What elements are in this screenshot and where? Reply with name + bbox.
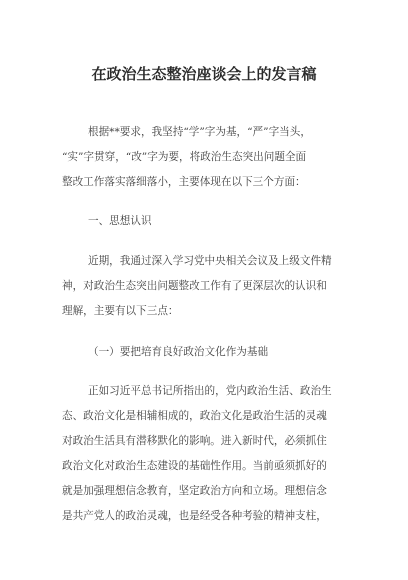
- paragraph-line: 正如习近平总书记所指出的，党内政治生活、政治生: [88, 385, 332, 397]
- subsection-heading: （一）要把培育良好政治文化作为基础: [88, 346, 269, 358]
- paragraph-line: 理解，主要有以下三点：: [62, 305, 179, 317]
- paragraph-line: 就是加强理想信念教育，坚定政治方向和立场。理想信念: [62, 485, 327, 497]
- paragraph-line: 是共产党人的政治灵魂，也是经受各种考验的精神支柱，: [62, 510, 327, 522]
- paragraph-line: 态、政治文化是相辅相成的，政治文化是政治生活的灵魂: [62, 410, 327, 422]
- paragraph-line: 根据**要求，我坚持“学”字为基，“严”字当头，: [88, 126, 311, 138]
- paragraph-line: 对政治生活具有潜移默化的影响。进入新时代，必须抓住: [62, 435, 327, 447]
- paragraph-line: 近期，我通过深入学习党中央相关会议及上级文件精: [88, 255, 332, 267]
- document-title: 在政治生态整治座谈会上的发言稿: [91, 65, 317, 83]
- section-heading: 一、思想认识: [88, 215, 152, 227]
- paragraph-line: 政治文化对政治生态建设的基础性作用。当前亟须抓好的: [62, 460, 327, 472]
- paragraph-line: “实”字贯穿，“改”字为要，将政治生态突出问题全面: [62, 151, 307, 163]
- paragraph-line: 整改工作落实落细落小，主要体现在以下三个方面：: [62, 176, 306, 188]
- paragraph-line: 神，对政治生态突出问题整改工作有了更深层次的认识和: [62, 280, 327, 292]
